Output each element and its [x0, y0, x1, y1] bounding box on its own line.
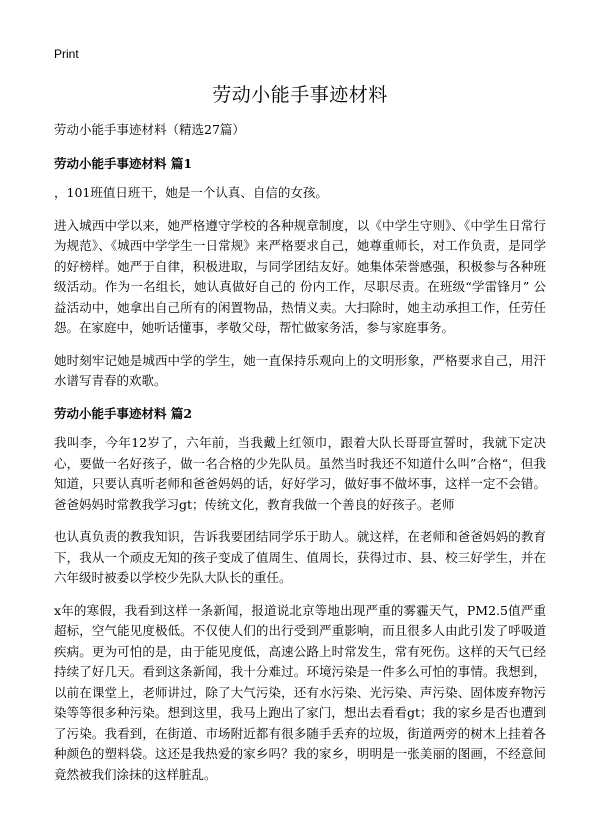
paragraph-2-1: 我叫李，今年12岁了，六年前，当我戴上红领巾，跟着大队长哥哥宣誓时，我就下定决心，要做一名好孩子，做一名合格的少先队员。虽然当时我还不知道什么叫”合格“，但我知道，只要认真听老师和爸爸妈妈的话，好好学习，做好事不做坏事，这样一定不会错。爸爸妈妈时常教我学习gt；传统文化，教育我做一个善良的好孩子。老师 — [54, 435, 546, 512]
paragraph-1-1: ，101班值日班干，她是一个认真、自信的女孩。 — [54, 185, 328, 200]
page-title: 劳动小能手事迹材料 — [212, 84, 388, 106]
section-heading-1: 劳动小能手事迹材料 篇1 — [54, 155, 193, 171]
paragraph-2-2: 也认真负责的教我知识，告诉我要团结同学乐于助人。就这样，在老师和爸爸妈妈的教育下，我从一个顽皮无知的孩子变成了值周生、值周长，获得过市、县、校三好学生，并在六年级时被委以学校少先队大队长的重任。 — [54, 529, 546, 585]
paragraph-1-3: 她时刻牢记她是城西中学的学生，她一直保持乐观向上的文明形象，严格要求自己，用汗水谱写青春的欢歌。 — [54, 352, 546, 388]
print-link[interactable]: Print — [54, 47, 79, 61]
section-heading-2: 劳动小能手事迹材料 篇2 — [54, 405, 193, 421]
document-body — [54, 120, 546, 797]
paragraph-2-3: x年的寒假，我看到这样一条新闻，报道说北京等地出现严重的雾霾天气，PM2.5值严重超标，空气能见度极低。不仅使人们的出行受到严重影响，而且很多人由此引发了呼吸道疾病。更为可怕的是，由于能见度低，高速公路上时常发生，常有死伤。这样的天气已经持续了好几天。看到这条新闻，我十分难过。环境污染是一件多么可怕的事情。我想到，以前在课堂上，老师讲过，除了大气污染，还有水污染、光污染、声污染、固体废弃物污染等等很多种污染。想到这里，我马上跑出了家门，想出去看看gt；我的家乡是否也遭到了污染。我看到，在街道、市场附近都有很多随手丢弃的垃圾，街道两旁的树木上挂着各种颜色的塑料袋。这还是我热爱的家乡吗？我的家乡，明明是一张美丽的图画，不经意间竟然被我们涂抹的这样脏乱。 — [54, 602, 546, 782]
document-subtitle: 劳动小能手事迹材料（精选27篇） — [54, 122, 245, 137]
paragraph-1-2: 进入城西中学以来，她严格遵守学校的各种规章制度，以《中学生守则》、《中学生日常行为规范》、《城西中学学生一日常规》来严格要求自己，她尊重师长，对工作负责，是同学的好榜样。她严于自律，积极进取，与同学团结友好。她集体荣誉感强，积极参与各种班级活动。作为一名组长，她认真做好自己的 份内工作，尽职尽责。在班级“学雷锋月” 公益活动中，她拿出自己所有的闲置物品，热情义卖。大扫除时，她主动承担工作，任劳任怨。在家庭中，她听话懂事，孝敬父母，帮忙做家务活，参与家庭事务。 — [54, 217, 546, 335]
